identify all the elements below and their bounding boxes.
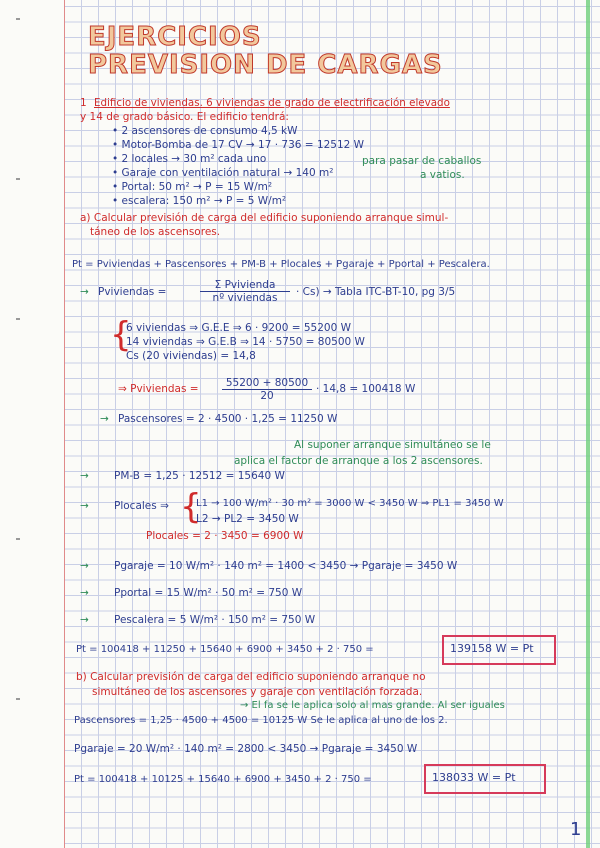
left-margin bbox=[0, 0, 64, 848]
binding-mark bbox=[16, 538, 20, 540]
arrow-icon: → bbox=[100, 413, 109, 425]
portal-calc: Pportal = 15 W/m² · 50 m² = 750 W bbox=[114, 587, 303, 599]
arrow-icon: → bbox=[80, 614, 89, 626]
viviendas-result-label: ⇒ Pviviendas = bbox=[118, 383, 199, 395]
page-subtitle: PREVISION DE CARGAS bbox=[88, 50, 443, 80]
locales-result: Plocales = 2 · 3450 = 6900 W bbox=[146, 530, 304, 542]
viviendas-result-fraction bbox=[222, 377, 312, 402]
total-a-result: 139158 W = Pt bbox=[450, 642, 534, 655]
binding-mark bbox=[16, 178, 20, 180]
viviendas-label: Pviviendas = bbox=[98, 286, 167, 298]
locales-label: Plocales ⇒ bbox=[114, 500, 169, 512]
calc-line: Cs (20 viviendas) = 14,8 bbox=[126, 350, 256, 362]
local-1-calc: L1 → 100 W/m² · 30 m² = 3000 W < 3450 W ⇒ PL1 = 3450 W bbox=[196, 498, 504, 509]
arrow-icon: → bbox=[80, 470, 89, 482]
side-note: a vatios. bbox=[420, 169, 465, 181]
binding-mark bbox=[16, 18, 20, 20]
viviendas-tail: · Cs) → Tabla ITC-BT-10, pg 3/5 bbox=[296, 286, 456, 298]
binding-mark bbox=[16, 698, 20, 700]
page-number: 1 bbox=[570, 819, 582, 840]
list-item: • Garaje con ventilación natural → 140 m² bbox=[112, 167, 334, 179]
highlighter-edge bbox=[586, 0, 590, 848]
side-note: para pasar de caballos bbox=[362, 155, 482, 167]
margin-line bbox=[64, 0, 65, 848]
problem-intro-2: y 14 de grado básico. El edificio tendrá: bbox=[80, 111, 289, 123]
list-item: • 2 ascensores de consumo 4,5 kW bbox=[112, 125, 298, 137]
ascensores-note: Al suponer arranque simultáneo se le bbox=[294, 439, 491, 451]
list-item: • Motor-Bomba de 17 CV → 17 · 736 = 12512 W bbox=[112, 139, 365, 151]
part-a-statement-2: táneo de los ascensores. bbox=[90, 226, 221, 238]
motor-bomba-calc: PM-B = 1,25 · 12512 = 15640 W bbox=[114, 470, 285, 482]
ascensores-b-calc: Pascensores = 1,25 · 4500 + 4500 = 10125 W Se le aplica al uno de los 2. bbox=[74, 715, 448, 726]
part-b-statement: b) Calcular previsión de carga del edificio suponiendo arranque no bbox=[76, 671, 426, 683]
problem-intro: Edificio de viviendas. 6 viviendas de grado de electrificación elevado bbox=[94, 97, 450, 109]
fraction-denominator: 20 bbox=[260, 390, 274, 402]
total-b-calc: Pt = 100418 + 10125 + 15640 + 6900 + 3450 + 2 · 750 = bbox=[74, 774, 372, 785]
total-b-result: 138033 W = Pt bbox=[432, 771, 516, 784]
list-item: • escalera: 150 m² → P = 5 W/m² bbox=[112, 195, 287, 207]
arrow-icon: → bbox=[80, 560, 89, 572]
brace-icon: { bbox=[110, 315, 132, 355]
local-2-calc: L2 → PL2 = 3450 W bbox=[196, 513, 299, 525]
arrow-icon: → bbox=[80, 286, 89, 298]
problem-number: 1 bbox=[80, 97, 87, 109]
fraction-numerator: 55200 + 80500 bbox=[222, 377, 312, 390]
arrow-icon: → bbox=[80, 500, 89, 512]
page-title: EJERCICIOS bbox=[88, 22, 262, 52]
total-a-calc: Pt = 100418 + 11250 + 15640 + 6900 + 3450 + 2 · 750 = bbox=[76, 644, 374, 655]
brace-icon: { bbox=[180, 487, 202, 527]
escalera-calc: Pescalera = 5 W/m² · 150 m² = 750 W bbox=[114, 614, 316, 626]
part-b-statement-2: simultáneo de los ascensores y garaje con ventilación forzada. bbox=[92, 686, 423, 698]
ascensores-note-2: aplica el factor de arranque a los 2 ascensores. bbox=[234, 455, 483, 467]
arrow-icon: → bbox=[80, 587, 89, 599]
calc-line: 14 viviendas ⇒ G.E.B ⇒ 14 · 5750 = 80500 W bbox=[126, 336, 365, 348]
viviendas-result: · 14,8 = 100418 W bbox=[316, 383, 416, 395]
garaje-calc: Pgaraje = 10 W/m² · 140 m² = 1400 < 3450 → Pgaraje = 3450 W bbox=[114, 560, 458, 572]
list-item: • 2 locales → 30 m² cada uno bbox=[112, 153, 267, 165]
part-a-statement: a) Calcular previsión de carga del edificio suponiendo arranque simul- bbox=[80, 212, 449, 224]
garaje-b-calc: Pgaraje = 20 W/m² · 140 m² = 2800 < 3450 → Pgaraje = 3450 W bbox=[74, 743, 418, 755]
viviendas-fraction bbox=[200, 279, 290, 304]
binding-mark bbox=[16, 318, 20, 320]
list-item: • Portal: 50 m² → P = 15 W/m² bbox=[112, 181, 273, 193]
part-b-note: → El fa se le aplica solo al mas grande. Al ser iguales bbox=[240, 700, 505, 711]
fraction-numerator: Σ Pvivienda bbox=[200, 279, 290, 292]
fraction-denominator: nº viviendas bbox=[212, 292, 278, 304]
ascensores-calc: Pascensores = 2 · 4500 · 1,25 = 11250 W bbox=[118, 413, 338, 425]
calc-line: 6 viviendas ⇒ G.E.E ⇒ 6 · 9200 = 55200 W bbox=[126, 322, 352, 334]
total-formula: Pt = Pviviendas + Pascensores + PM-B + Plocales + Pgaraje + Pportal + Pescalera. bbox=[72, 259, 490, 270]
